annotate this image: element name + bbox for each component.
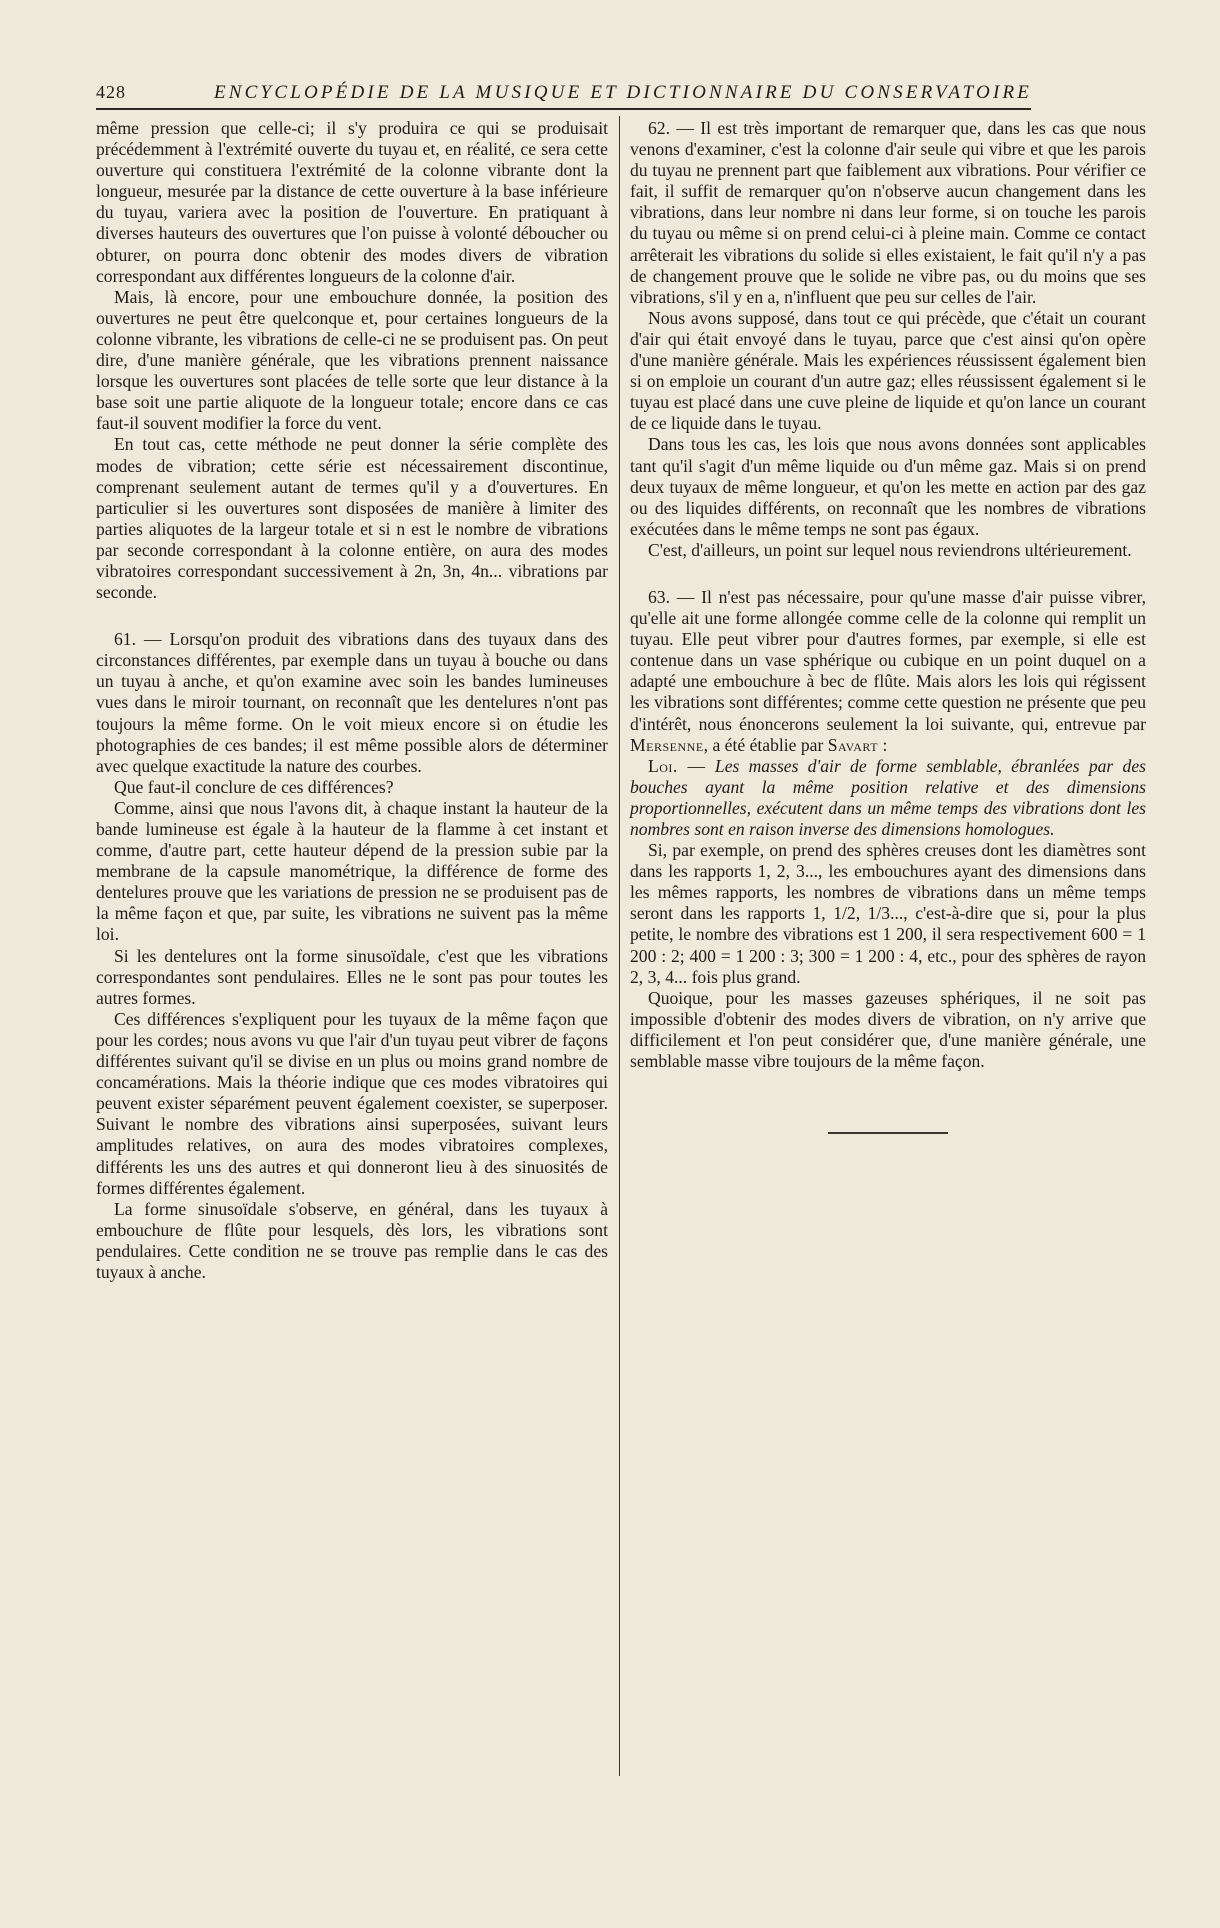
page-number: 428 (96, 82, 126, 102)
section-63-paragraph (630, 587, 1146, 756)
section-62-paragraph: 62. — Il est très important de remarquer que, dans les cas que nous venons d'examiner, c'est la colonne d'air seule qui vibre et que les parois du tuyau ne prennent part que faiblement aux vibrations. Pour vérifier ce fait, il suffit de remarquer qu'on n'observe aucun changement dans les vibrations, dans leur nombre ni dans leur forme, si on touche les parois du tuyau ou même si on prend celui-ci à pleine main. Comme ce contact arrêterait les vibrations du solide si elles existaient, le fait qu'il n'y a pas de changement prouve que le solide ne vibre pas, ou du moins que ses vibrations, s'il y en a, n'influent que peu sur celles de l'air. (630, 118, 1146, 307)
section-gap (630, 561, 1146, 587)
paragraph: Si, par exemple, on prend des sphères creuses dont les diamètres sont dans les rapports 1, 2, 3..., les embouchures ayant des dimensions dans les mêmes rapports, les nombres de vibrations dans un même temps seront dans les rapports 1, 1/2, 1/3..., c'est-à-dire que si, pour la plus petite, le nombre des vibrations est 1 200, il sera respectivement 600 = 1 200 : 2; 400 = 1 200 : 3; 300 = 1 200 : 4, etc., pour des sphères de rayon 2, 3, 4... fois plus grand. (630, 840, 1146, 987)
law-statement (630, 756, 1146, 840)
author-name: Mersenne (630, 734, 704, 755)
paragraph: Mais, là encore, pour une embouchure donnée, la position des ouvertures ne peut être quelconque et, pour certaines longueurs de la colonne vibrante, les vibrations de celle-ci ne se produisent pas. On peut dire, d'une manière générale, que les vibrations prennent naissance lorsque les ouvertures sont placées de telle sorte que leur distance à la base soit une partie aliquote de la longueur totale; encore dans ce cas faut-il souvent modifier la force du vent. (96, 286, 608, 434)
column-divider (619, 116, 620, 1776)
paragraph: Quoique, pour les masses gazeuses sphériques, il ne soit pas impossible d'obtenir des modes divers de vibration, on n'y arrive que difficilement et l'on peut considérer que, d'une manière générale, une semblable masse vibre toujours de la même façon. (630, 987, 1146, 1072)
paragraph: La forme sinusoïdale s'observe, en général, dans les tuyaux à embouchure de flûte pour lesquels, dès lors, les vibrations sont pendulaires. Cette condition ne se trouve pas remplie dans le cas des tuyaux à anche. (96, 1198, 608, 1282)
right-column (630, 118, 1146, 1134)
left-column (96, 118, 608, 1283)
paragraph: Que faut-il conclure de ces différences? (114, 776, 394, 797)
paragraph: C'est, d'ailleurs, un point sur lequel nous reviendrons ultérieurement. (648, 539, 1132, 560)
author-name: Savart (827, 734, 879, 755)
paragraph: Comme, ainsi que nous l'avons dit, à chaque instant la hauteur de la bande lumineuse est égale à la hauteur de la flamme à cet instant et comme, d'autre part, cette hauteur dépend de la pression subie par la membrane de la capsule manométrique, la différence de forme des dentelures prouve que les variations de pression ne se produisent pas de la même façon et que, par suite, les vibrations ne suivent pas la même loi. (96, 797, 608, 945)
section-61-paragraph: 61. — Lorsqu'on produit des vibrations dans des tuyaux dans des circonstances différentes, par exemple dans un tuyau à bouche ou dans un tuyau à anche, et qu'on examine avec soin les bandes lumineuses vues dans le miroir tournant, on reconnaît que les dentelures n'ont pas toujours la même forme. On le voit mieux encore si on étudie les photographies de ces bandes; il est même possible alors de déterminer avec quelque exactitude la nature des courbes. (96, 629, 608, 776)
paragraph-text: , a été établie par (703, 734, 824, 755)
paragraph: Nous avons supposé, dans tout ce qui précède, que c'était un courant d'air qui était envoyé dans le tuyau, parce que c'est ainsi qu'on opère d'une manière générale. Mais les expériences réussissent également bien si on emploie un courant d'un autre gaz; elles réussissent également si le tuyau est placé dans une cuve pleine de liquide et qu'on lance un courant de ce liquide dans le tuyau. (630, 307, 1146, 434)
paragraph: Si les dentelures ont la forme sinusoïdale, c'est que les vibrations correspondantes sont pendulaires. Elles ne le sont pas pour toutes les autres formes. (96, 945, 608, 1008)
law-label: Loi. — (648, 755, 706, 776)
paragraph: Dans tous les cas, les lois que nous avons données sont applicables tant qu'il s'agit d'un même liquide ou d'un même gaz. Mais si on prend deux tuyaux de même longueur, et qu'on les mette en action par des gaz ou des liquides différents, on reconnaît que les nombres de vibrations exécutées dans le même temps ne sont pas égaux. (630, 434, 1146, 539)
paragraph: même pression que celle-ci; il s'y produira ce qui se produisait précédemment à l'extrémité ouverte du tuyau et, en réalité, ce sera cette ouverture qui constituera l'extrémité de la colonne vibrante dont la longueur, mesurée par la distance de cette ouverture à la base inférieure du tuyau, variera avec la position de l'ouverture. En pratiquant à diverses hauteurs des ouvertures que l'on puisse à volonté déboucher ou obturer, on pourra donc obtenir des modes divers de vibration correspondant aux différentes longueurs de la colonne d'air. (96, 118, 608, 286)
paragraph-text: : (878, 734, 888, 755)
running-header (96, 82, 1031, 110)
running-title: ENCYCLOPÉDIE DE LA MUSIQUE ET DICTIONNAIRE DU CONSERVATOIRE (214, 82, 1033, 103)
paragraph-text: 63. — Il n'est pas nécessaire, pour qu'une masse d'air puisse vibrer, qu'elle ait une forme allongée comme celle de la colonne qui remplit un tuyau. Elle peut vibrer pour d'autres formes, par exemple, si elle est contenue dans un vase sphérique ou cubique en un point duquel on a adapté une embouchure à bec de flûte. Mais alors les lois qui régissent les vibrations sont différentes; comme cette question ne présente que peu d'intérêt, nous énoncerons seulement la loi suivante, qui, entrevue par (630, 586, 1146, 734)
end-rule (828, 1132, 948, 1134)
paragraph: Ces différences s'expliquent pour les tuyaux de la même façon que pour les cordes; nous avons vu que l'air d'un tuyau peut vibrer de façons différentes suivant qu'il se divise en un plus ou moins grand nombre de concamérations. Mais la théorie indique que ces modes vibratoires qui peuvent exister séparément peuvent également coexister, se superposer. Suivant le nombre des vibrations ainsi superposées, suivant leurs amplitudes relatives, on aura des modes vibratoires complexes, différents les uns des autres et qui donneront lieu à des sinuosités de formes différentes également. (96, 1008, 608, 1198)
law-text: Les masses d'air de forme semblable, ébranlées par des bouches ayant la même position relative et des dimensions proportionnelles, exécutent dans un même temps des vibrations dont les nombres sont en raison inverse des dimensions homologues. (630, 755, 1146, 839)
paragraph: En tout cas, cette méthode ne peut donner la série complète des modes de vibration; cette série est nécessairement discontinue, comprenant seulement autant de termes qu'il y a d'ouvertures. En particulier si les ouvertures sont disposées de manière à limiter des parties aliquotes de la largeur totale et si n est le nombre de vibrations par seconde correspondant à la colonne entière, on aura des modes vibratoires correspondant successivement à 2n, 3n, 4n... vibrations par seconde. (96, 434, 608, 603)
section-gap (96, 603, 608, 629)
